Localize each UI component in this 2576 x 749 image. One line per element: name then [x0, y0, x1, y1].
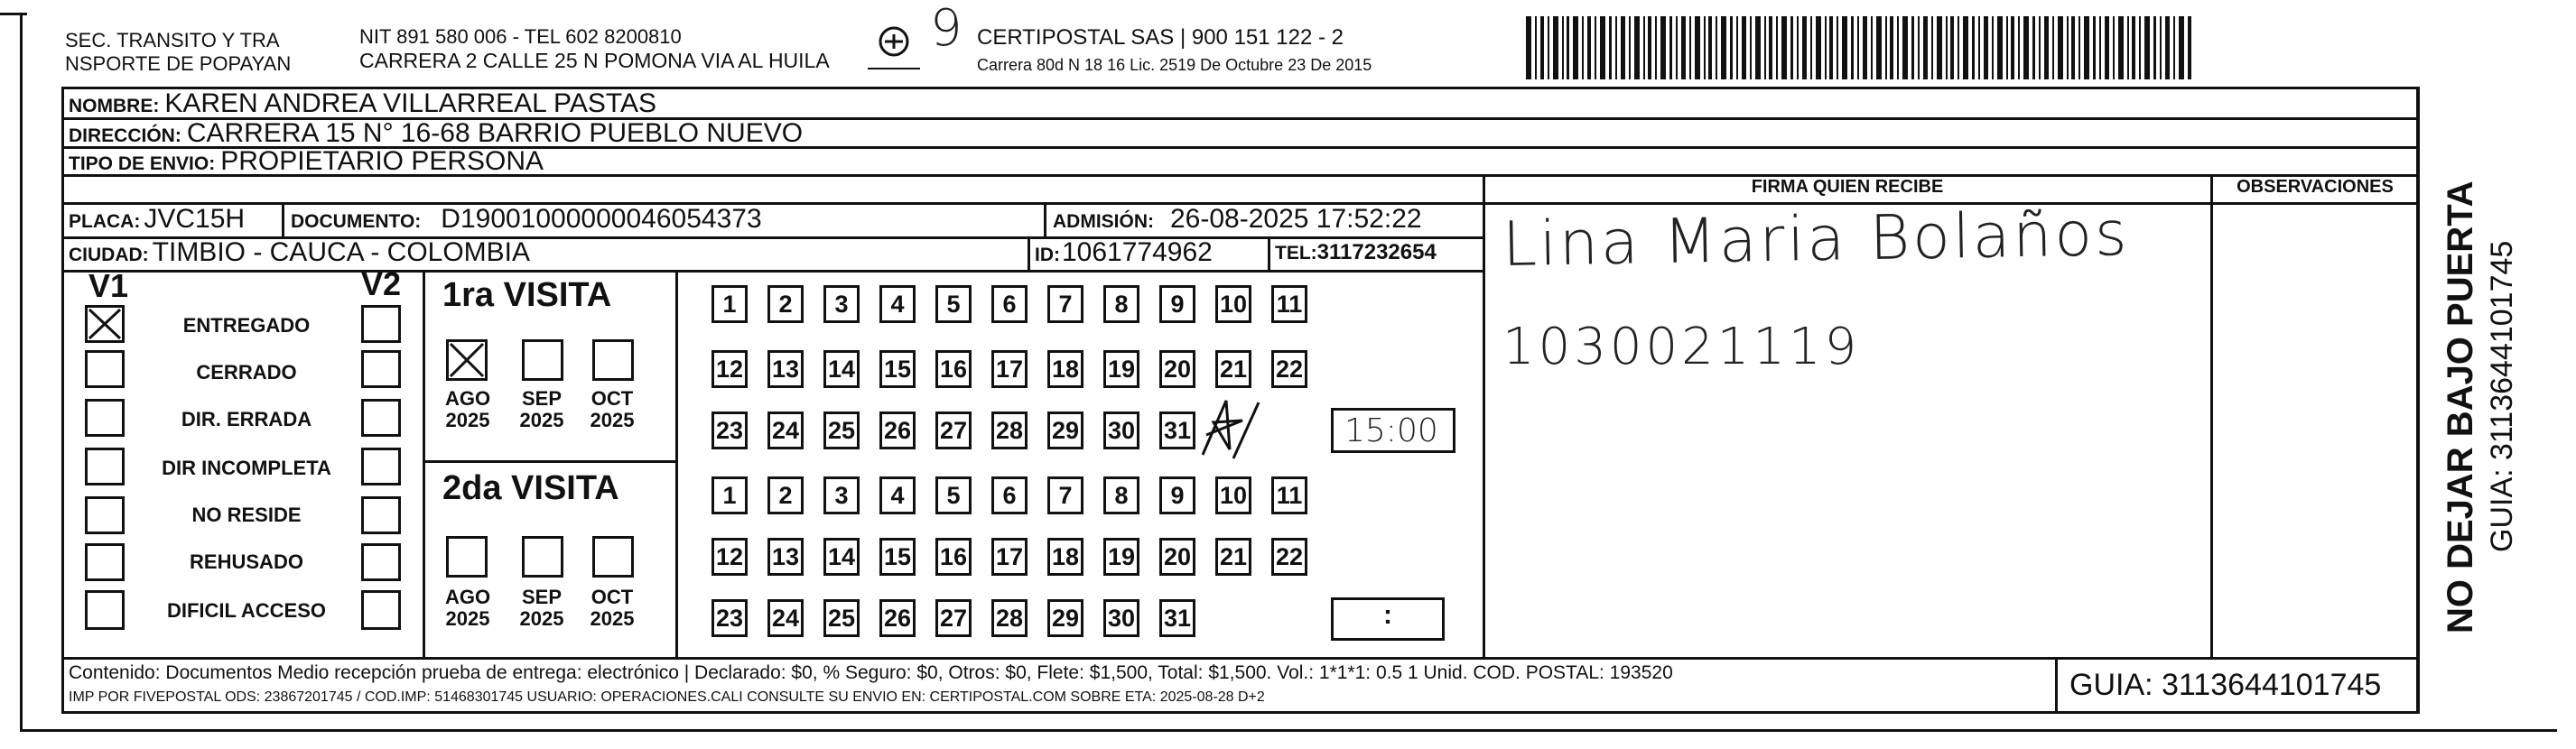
company-contact [359, 25, 830, 72]
ciudad-value: TIMBIO - CAUCA - COLOMBIA [152, 237, 531, 267]
first-visit-day-30[interactable]: 30 [1103, 411, 1139, 449]
first-visit-day-11[interactable]: 11 [1271, 285, 1307, 323]
second-visit-day-14[interactable]: 14 [823, 538, 860, 576]
status-option-entregado: ENTREGADO [182, 314, 311, 337]
admision-value: 26-08-2025 17:52:22 [1170, 204, 1422, 234]
second-visit-day-22[interactable]: 22 [1271, 538, 1307, 576]
contact-line-2: CARRERA 2 CALLE 25 N POMONA VIA AL HUILA [359, 49, 830, 72]
v2-checkbox-no-reside[interactable] [361, 496, 401, 534]
month-label: SEP [521, 586, 563, 608]
col-divider-tel [1268, 236, 1270, 271]
v2-label: V2 [361, 265, 402, 302]
status-option-dificil-acceso: DIFICIL ACCESO [166, 599, 326, 622]
month-label: AGO [444, 586, 491, 608]
v2-checkbox-entregado[interactable] [361, 305, 401, 343]
second-visit-day-2[interactable]: 2 [767, 476, 804, 514]
visit-divider [423, 460, 675, 463]
second-visit-day-9[interactable]: 9 [1159, 476, 1195, 514]
tipo-value: PROPIETARIO PERSONA [220, 146, 544, 176]
contact-line-1: NIT 891 580 006 - TEL 602 8200810 [359, 25, 682, 48]
first-visit-day-1[interactable]: 1 [711, 285, 748, 323]
second-visit-day-1[interactable]: 1 [711, 476, 748, 514]
first-visit-day-15[interactable]: 15 [879, 350, 916, 388]
month-label: AGO [444, 387, 491, 410]
id-cell [1035, 237, 1213, 268]
second-visit-month-oct [587, 587, 637, 630]
col-divider-visits [675, 270, 678, 658]
first-visit-day-10[interactable]: 10 [1215, 285, 1251, 323]
admision-cell [1053, 204, 1422, 235]
month-label: SEP [521, 387, 563, 410]
placa-label: PLACA: [69, 211, 141, 232]
col-divider-placa [282, 202, 284, 236]
left-frame-edge [20, 13, 23, 730]
second-visit-time-box[interactable] [1331, 597, 1445, 641]
second-visit-day-10[interactable]: 10 [1215, 476, 1251, 514]
col-divider-admision [1044, 202, 1046, 236]
barcode [1526, 16, 2194, 79]
col-divider-obs [2210, 174, 2213, 658]
direccion-row [69, 118, 803, 149]
second-visit-month-oct-checkbox[interactable] [592, 536, 634, 578]
first-visit-month-sep [516, 388, 567, 431]
first-visit-title: 1ra VISITA [442, 276, 612, 314]
second-visit-time: : [1383, 600, 1392, 630]
first-visit-day-18[interactable]: 18 [1047, 350, 1083, 388]
second-visit-day-18[interactable]: 18 [1047, 538, 1083, 576]
placa-value: JVC15H [144, 204, 246, 234]
second-visit-day-23[interactable]: 23 [711, 599, 748, 637]
month-label: OCT [591, 387, 634, 410]
v1-checkbox-dir-errada[interactable] [85, 399, 125, 437]
nombre-row [69, 88, 656, 119]
observaciones-header: OBSERVACIONES [2237, 177, 2394, 197]
v1-checkbox-dificil-acceso[interactable] [85, 590, 125, 630]
first-visit-day-2[interactable]: 2 [767, 285, 804, 323]
first-visit-day-20[interactable]: 20 [1159, 350, 1195, 388]
first-visit-day-3[interactable]: 3 [823, 285, 860, 323]
second-visit-day-13[interactable]: 13 [767, 538, 804, 576]
documento-value: D19001000000046054373 [441, 204, 762, 234]
v1-checkbox-entregado[interactable] [85, 305, 125, 343]
second-visit-day-3[interactable]: 3 [823, 476, 860, 514]
second-visit-month-ago [442, 587, 493, 630]
second-visit-day-17[interactable]: 17 [991, 538, 1028, 576]
footer-divider [61, 657, 2420, 660]
first-visit-month-ago [442, 388, 493, 431]
ciudad-cell [69, 237, 530, 268]
footer-content-line: Contenido: Documentos Medio recepción prueba de entrega: electrónico | Declarado: $0, % Seguro: $0, Otros: $0, Flete: $1,500, Total: $1,500. Vol.: 1*1*1: 0.5 1 Unid. COD. POSTAL: 193520 [69, 662, 1673, 683]
day-30-scribble-icon [1190, 395, 1262, 462]
first-visit-day-13[interactable]: 13 [767, 350, 804, 388]
certipostal-logo-icon [862, 23, 925, 74]
first-visit-day-9[interactable]: 9 [1159, 285, 1195, 323]
second-visit-day-11[interactable]: 11 [1271, 476, 1307, 514]
status-option-no-reside: NO RESIDE [191, 504, 302, 526]
second-visit-day-8[interactable]: 8 [1103, 476, 1139, 514]
first-visit-day-29[interactable]: 29 [1047, 411, 1083, 449]
second-visit-day-21[interactable]: 21 [1215, 538, 1251, 576]
first-visit-month-oct-checkbox[interactable] [592, 339, 634, 381]
first-visit-day-12[interactable]: 12 [711, 350, 748, 388]
tel-cell [1275, 240, 1437, 265]
v2-checkbox-dificil-acceso[interactable] [361, 590, 401, 630]
status-option-cerrado: CERRADO [196, 361, 297, 384]
v2-checkbox-cerrado[interactable] [361, 350, 401, 388]
year-label: 2025 [445, 409, 490, 431]
first-visit-day-4[interactable]: 4 [879, 285, 916, 323]
signature-id: 1030021119 [1502, 318, 1861, 376]
year-label: 2025 [519, 409, 564, 431]
id-value: 1061774962 [1062, 237, 1213, 267]
company-name [65, 29, 291, 76]
nombre-label: NOMBRE: [69, 96, 160, 116]
status-option-rehusado: REHUSADO [190, 550, 303, 573]
first-visit-time-box[interactable] [1331, 408, 1455, 453]
first-visit-day-25[interactable]: 25 [823, 411, 860, 449]
second-visit-day-4[interactable]: 4 [879, 476, 916, 514]
documento-cell [291, 204, 762, 235]
tel-label: TEL: [1275, 243, 1317, 264]
footer-guia: GUIA: 3113644101745 [2069, 668, 2382, 702]
check-x-icon [449, 342, 485, 378]
id-label: ID: [1035, 245, 1060, 265]
status-option-dir-incompleta: DIR INCOMPLETA [162, 457, 331, 479]
signature-name: Lina Maria Bolaños [1502, 198, 2131, 282]
courier-address: Carrera 80d N 18 16 Lic. 2519 De Octubre 23 De 2015 [977, 56, 1372, 74]
v1-checkbox-cerrado[interactable] [85, 350, 125, 388]
first-visit-month-sep-checkbox[interactable] [522, 339, 563, 381]
year-label: 2025 [590, 607, 635, 630]
second-visit-day-16[interactable]: 16 [935, 538, 972, 576]
tel-value: 3117232654 [1316, 240, 1437, 264]
first-visit-time: 15:00 [1344, 412, 1438, 449]
documento-label: DOCUMENTO: [291, 211, 422, 232]
v2-checkbox-rehusado[interactable] [361, 543, 401, 581]
row-divider-7 [61, 270, 1484, 273]
company-line-2: NSPORTE DE POPAYAN [65, 52, 292, 75]
year-label: 2025 [590, 409, 635, 431]
side-warning: NO DEJAR BAJO PUERTA [2441, 180, 2480, 633]
tipo-row [69, 146, 544, 177]
year-label: 2025 [519, 607, 564, 630]
v1-checkbox-no-reside[interactable] [85, 496, 125, 534]
col-divider-id [1028, 236, 1030, 271]
ciudad-label: CIUDAD: [69, 245, 149, 265]
second-visit-month-sep-checkbox[interactable] [522, 536, 563, 578]
footer-print-line: IMP POR FIVEPOSTAL ODS: 23867201745 / COD.IMP: 51468301745 USUARIO: OPERACIONES.CALI CONSULTE SU ENVIO EN: CERTIPOSTAL.COM SOBRE ETA: 2025-08-28 D+2 [69, 689, 1265, 705]
placa-cell [69, 204, 245, 235]
second-visit-month-ago-checkbox[interactable] [446, 536, 488, 578]
footer-guia-divider [2055, 657, 2058, 714]
admision-label: ADMISIÓN: [1053, 211, 1154, 232]
year-label: 2025 [445, 607, 490, 630]
first-visit-day-21[interactable]: 21 [1215, 350, 1251, 388]
first-visit-day-19[interactable]: 19 [1103, 350, 1139, 388]
v1-checkbox-dir-incompleta[interactable] [85, 448, 125, 485]
first-visit-day-22[interactable]: 22 [1271, 350, 1307, 388]
col-divider-firma [1483, 174, 1485, 658]
second-visit-day-7[interactable]: 7 [1047, 476, 1083, 514]
firma-header: FIRMA QUIEN RECIBE [1751, 177, 1944, 197]
first-visit-day-24[interactable]: 24 [767, 411, 804, 449]
v2-checkbox-dir-incompleta[interactable] [361, 448, 401, 485]
second-visit-day-28[interactable]: 28 [991, 599, 1028, 637]
check-x-icon [88, 308, 122, 340]
first-visit-month-ago-checkbox[interactable] [446, 339, 488, 381]
tipo-label: TIPO DE ENVIO: [69, 153, 216, 174]
first-visit-day-16[interactable]: 16 [935, 350, 972, 388]
second-visit-day-29[interactable]: 29 [1047, 599, 1083, 637]
month-label: OCT [591, 586, 634, 608]
top-frame-edge [0, 13, 27, 15]
direccion-label: DIRECCIÓN: [69, 125, 181, 146]
company-line-1: SEC. TRANSITO Y TRA [65, 29, 280, 51]
handwritten-mark: 9 [930, 0, 963, 58]
status-option-dir-errada: DIR. ERRADA [181, 408, 312, 430]
second-visit-day-27[interactable]: 27 [935, 599, 972, 637]
second-visit-day-31[interactable]: 31 [1159, 599, 1195, 637]
second-visit-day-24[interactable]: 24 [767, 599, 804, 637]
v1-checkbox-rehusado[interactable] [85, 543, 125, 581]
v2-checkbox-dir-errada[interactable] [361, 399, 401, 437]
courier-name: CERTIPOSTAL SAS | 900 151 122 - 2 [977, 25, 1344, 50]
second-visit-day-30[interactable]: 30 [1103, 599, 1139, 637]
bottom-frame-edge [20, 729, 2557, 732]
second-visit-day-12[interactable]: 12 [711, 538, 748, 576]
first-visit-day-26[interactable]: 26 [879, 411, 916, 449]
second-visit-day-19[interactable]: 19 [1103, 538, 1139, 576]
direccion-value: CARRERA 15 N° 16-68 BARRIO PUEBLO NUEVO [186, 118, 804, 148]
first-visit-day-7[interactable]: 7 [1047, 285, 1083, 323]
col-divider-status [423, 270, 425, 658]
first-visit-day-8[interactable]: 8 [1103, 285, 1139, 323]
first-visit-day-17[interactable]: 17 [991, 350, 1028, 388]
first-visit-month-oct [587, 388, 637, 431]
first-visit-day-31[interactable]: 31 [1159, 411, 1195, 449]
first-visit-day-14[interactable]: 14 [823, 350, 860, 388]
second-visit-day-26[interactable]: 26 [879, 599, 916, 637]
second-visit-day-20[interactable]: 20 [1159, 538, 1195, 576]
first-visit-day-27[interactable]: 27 [935, 411, 972, 449]
second-visit-day-6[interactable]: 6 [991, 476, 1028, 514]
first-visit-day-5[interactable]: 5 [935, 285, 972, 323]
second-visit-day-15[interactable]: 15 [879, 538, 916, 576]
nombre-value: KAREN ANDREA VILLARREAL PASTAS [164, 88, 656, 118]
second-visit-month-sep [516, 587, 567, 630]
v1-label: V1 [88, 267, 129, 304]
first-visit-day-23[interactable]: 23 [711, 411, 748, 449]
first-visit-day-6[interactable]: 6 [991, 285, 1028, 323]
second-visit-day-5[interactable]: 5 [935, 476, 972, 514]
first-visit-day-28[interactable]: 28 [991, 411, 1028, 449]
second-visit-day-25[interactable]: 25 [823, 599, 860, 637]
side-guia: GUIA: 3113644101745 [2485, 240, 2519, 552]
second-visit-title: 2da VISITA [442, 469, 619, 507]
